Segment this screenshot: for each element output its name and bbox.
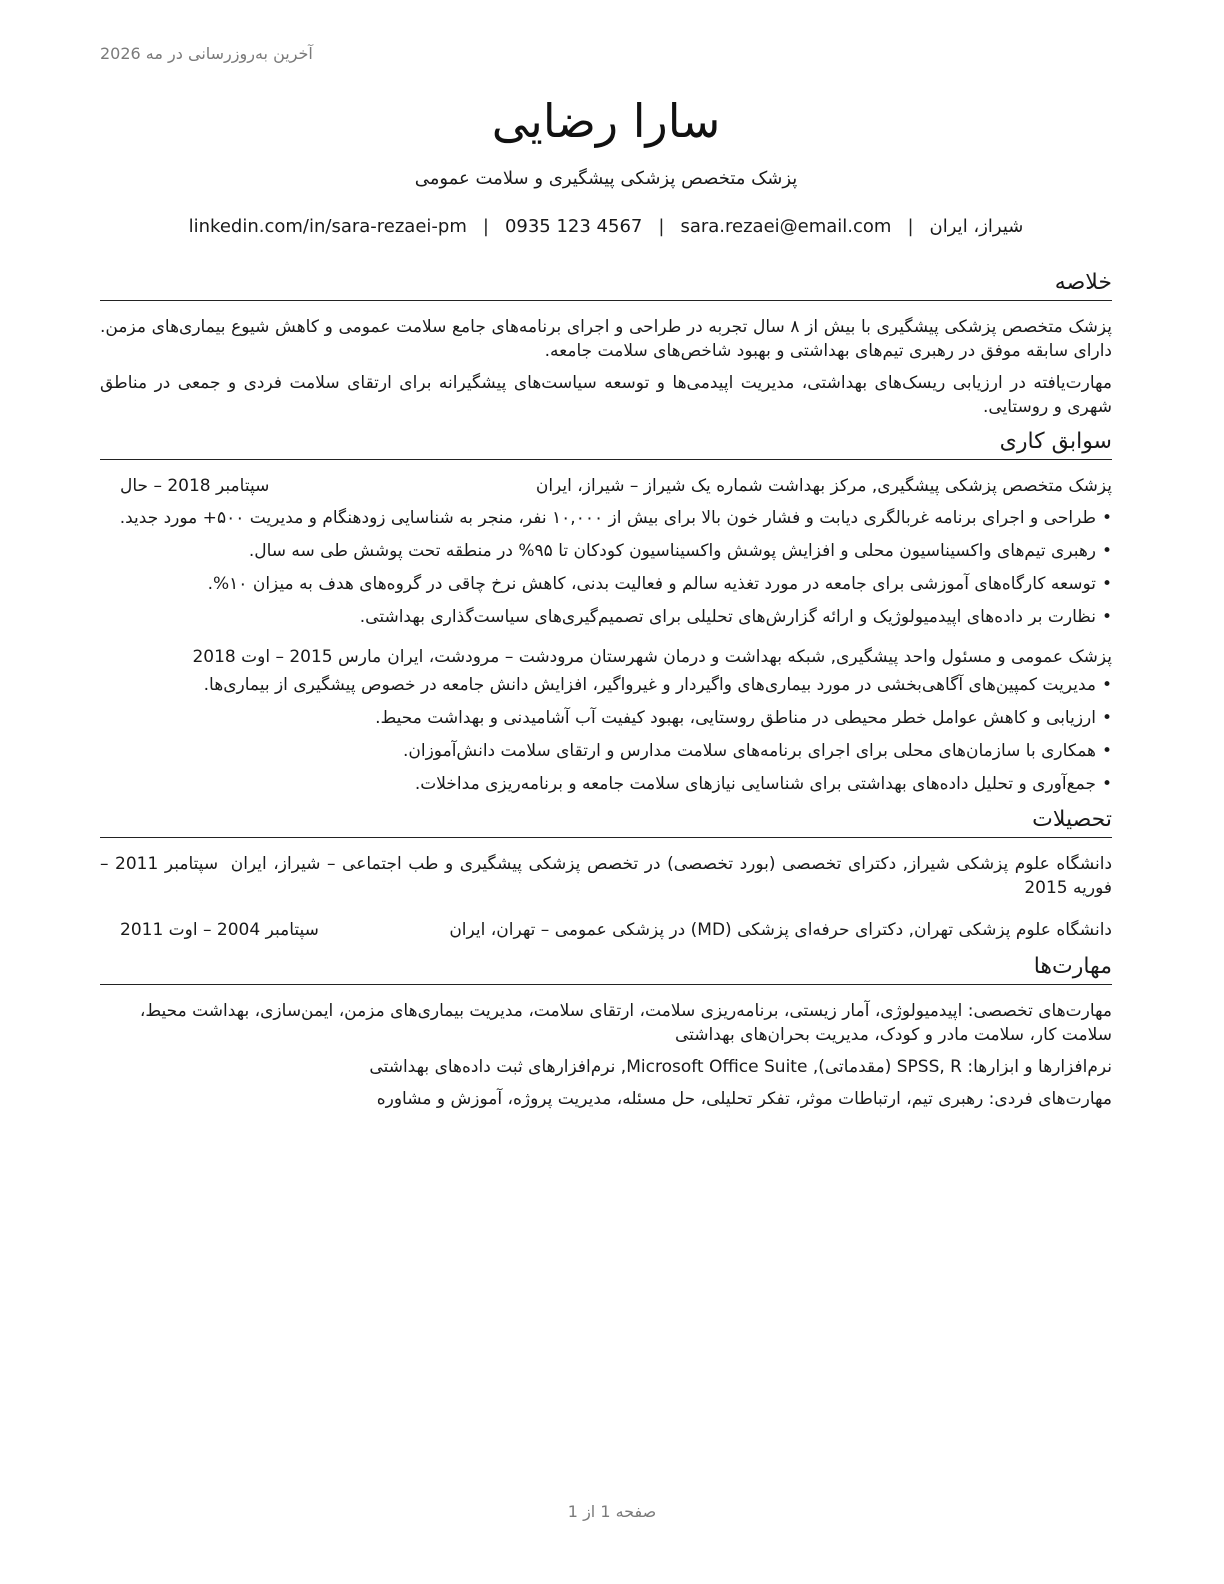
education-date: سپتامبر 2004 – اوت 2011 — [120, 920, 319, 940]
summary-paragraph: مهارت‌یافته در ارزیابی ریسک‌های بهداشتی، مدیریت اپیدمی‌ها و توسعه سیاست‌های پیشگیرانه برای ارتقای سلامت فردی و جمعی در مناطق شهری و روستایی. — [100, 373, 1112, 417]
experience-section — [100, 427, 1112, 796]
experience-heading: سوابق کاری — [100, 427, 1112, 460]
job-bullets — [100, 506, 1112, 629]
education-line: دانشگاه علوم پزشکی شیراز, دکترای تخصصی (بورد تخصصی) در تخصص پزشکی پیشگیری و طب اجتماعی – شیراز، ایران — [230, 854, 1113, 874]
skills-line: مهارت‌های فردی: رهبری تیم، ارتباطات موثر، تفکر تحلیلی، حل مسئله، مدیریت پروژه، آموزش و مشاوره — [376, 1089, 1112, 1109]
job-date: سپتامبر 2018 – حال — [120, 476, 270, 496]
resume-content — [100, 88, 1112, 1119]
job-title-line: پزشک عمومی و مسئول واحد پیشگیری, شبکه بهداشت و درمان شهرستان مرودشت – مرودشت، ایران — [387, 647, 1112, 667]
education-date: سپتامبر 2011 – فوریه 2015 — [100, 854, 1112, 898]
job-date: مارس 2015 – اوت 2018 — [192, 647, 382, 667]
contact-linkedin[interactable]: linkedin.com/in/sara-rezaei-pm — [188, 216, 467, 237]
contact-separator: | — [658, 216, 665, 237]
contact-phone[interactable]: 0935 123 4567 — [504, 216, 643, 237]
job-header — [100, 474, 1112, 498]
summary-heading: خلاصه — [100, 268, 1112, 301]
page-number: صفحه 1 از 1 — [567, 1502, 657, 1521]
job-bullet: • رهبری تیم‌های واکسیناسیون محلی و افزایش پوشش واکسیناسیون کودکان تا ۹۵% در منطقه تحت پوشش طی سه سال. — [100, 539, 1112, 563]
education-entry — [100, 852, 1112, 900]
skills-line: مهارت‌های تخصصی: اپیدمیولوژی، آمار زیستی، برنامه‌ریزی سلامت، ارتقای سلامت، مدیریت بیماری‌های مزمن، ایمن‌سازی، بهداشت محیط، سلامت کار، سلامت مادر و کودک، مدیریت بحران‌های بهداشتی — [139, 1001, 1112, 1045]
skills-heading: مهارت‌ها — [100, 952, 1112, 985]
job-bullet: • همکاری با سازمان‌های محلی برای اجرای برنامه‌های سلامت مدارس و ارتقای سلامت دانش‌آموزان. — [100, 739, 1112, 763]
job-header — [100, 645, 1112, 669]
professional-title: پزشک متخصص پزشکی پیشگیری و سلامت عمومی — [414, 168, 798, 189]
job-entry — [100, 645, 1112, 796]
contact-separator: | — [907, 216, 914, 237]
education-line: دانشگاه علوم پزشکی تهران, دکترای حرفه‌ای پزشکی (MD) در پزشکی عمومی – تهران، ایران — [449, 920, 1112, 940]
education-entry — [100, 918, 1112, 942]
job-bullets — [100, 673, 1112, 796]
summary-section — [100, 268, 1112, 419]
job-bullet: • طراحی و اجرای برنامه غربالگری دیابت و فشار خون بالا برای بیش از ۱۰,۰۰۰ نفر، منجر به شناسایی زودهنگام و مدیریت ۵۰۰+ مورد جدید. — [100, 506, 1112, 530]
last-updated-note: آخرین به‌روزرسانی در مه 2026 — [100, 44, 313, 63]
job-title-line: پزشک متخصص پزشکی پیشگیری, مرکز بهداشت شماره یک شیراز – شیراز، ایران — [535, 476, 1112, 496]
job-bullet: • جمع‌آوری و تحلیل داده‌های بهداشتی برای شناسایی نیازهای سلامت جامعه و برنامه‌ریزی مداخلات. — [100, 772, 1112, 796]
job-bullet: • مدیریت کمپین‌های آگاهی‌بخشی در مورد بیماری‌های واگیردار و غیرواگیر، افزایش دانش جامعه در خصوص پیشگیری از بیماری‌ها. — [100, 673, 1112, 697]
summary-paragraph: پزشک متخصص پزشکی پیشگیری با بیش از ۸ سال تجربه در طراحی و اجرای برنامه‌های جامع سلامت عمومی و کاهش شیوع بیماری‌های مزمن. دارای سابقه موفق در رهبری تیم‌های بهداشتی و بهبود شاخص‌های سلامت جامعه. — [100, 317, 1112, 361]
skills-section — [100, 952, 1112, 1111]
person-name: سارا رضایی — [491, 94, 721, 148]
contact-location: شیراز، ایران — [929, 216, 1024, 237]
job-entry — [100, 474, 1112, 629]
skills-line: نرم‌افزارها و ابزارها: SPSS, R (مقدماتی), Microsoft Office Suite, نرم‌افزارهای ثبت داده‌های بهداشتی — [369, 1057, 1112, 1077]
job-bullet: • توسعه کارگاه‌های آموزشی برای جامعه در مورد تغذیه سالم و فعالیت بدنی، کاهش نرخ چاقی در گروه‌های هدف به میزان ۱۰%. — [100, 572, 1112, 596]
education-section — [100, 805, 1112, 942]
job-bullet: • نظارت بر داده‌های اپیدمیولوژیک و ارائه گزارش‌های تحلیلی برای تصمیم‌گیری‌های سیاست‌گذاری بهداشتی. — [100, 605, 1112, 629]
contact-separator: | — [482, 216, 489, 237]
contact-line — [100, 214, 1112, 240]
contact-email[interactable]: sara.rezaei@email.com — [680, 216, 892, 237]
job-bullet: • ارزیابی و کاهش عوامل خطر محیطی در مناطق روستایی، بهبود کیفیت آب آشامیدنی و بهداشت محیط. — [100, 706, 1112, 730]
education-heading: تحصیلات — [100, 805, 1112, 838]
